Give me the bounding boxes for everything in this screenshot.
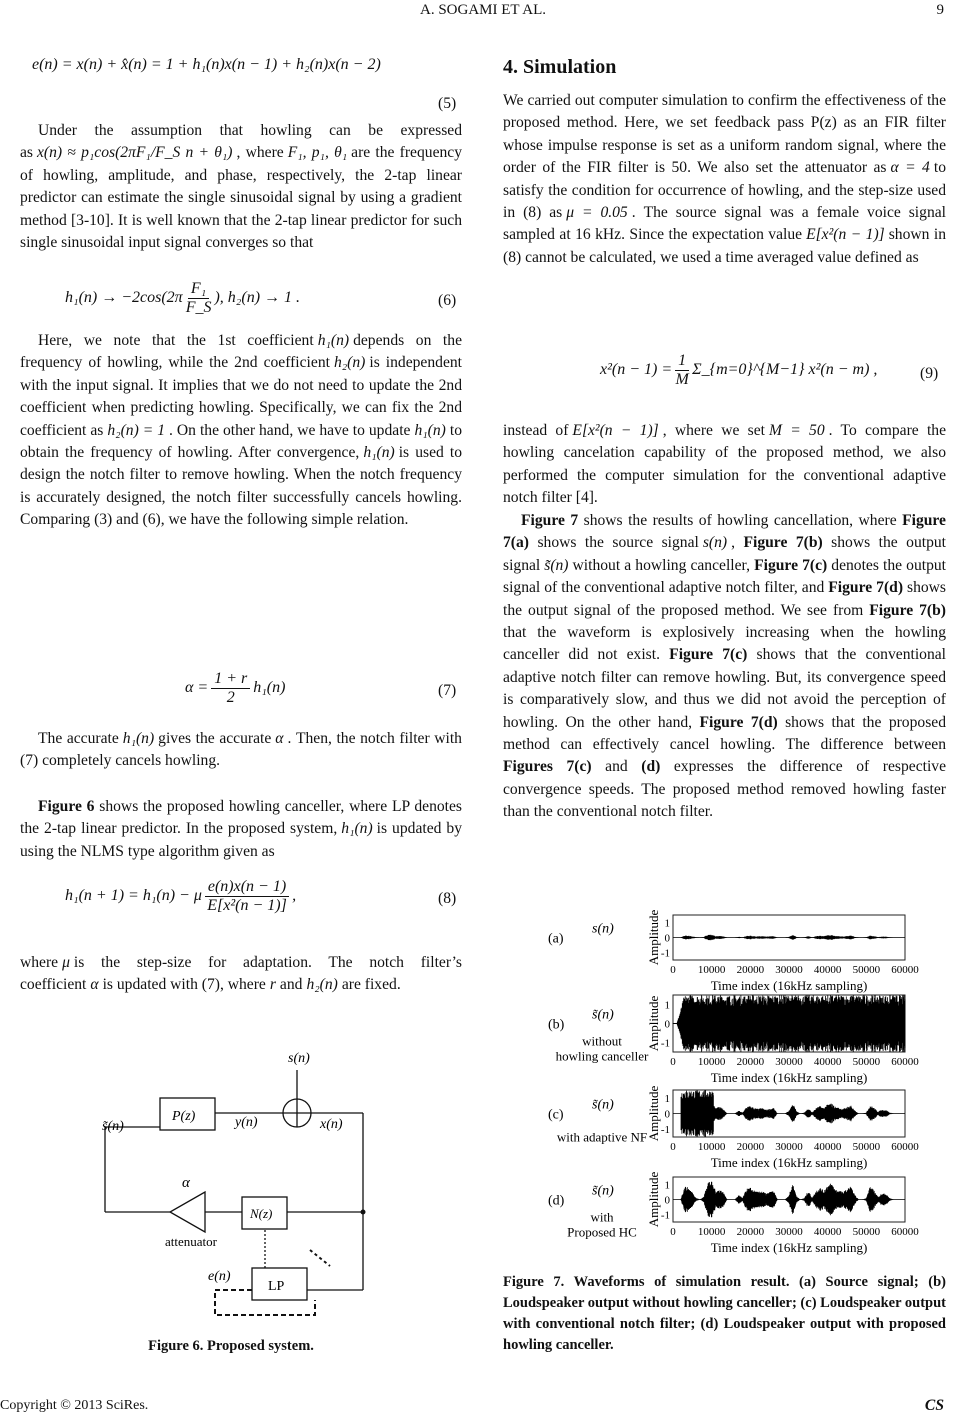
text-run: We carried out computer simulation to confirm the effectiveness of the proposed method. Here, we set feedback pass P(z) as an FIR filter whose impulse response is set as a uniform random signal, where the order of the FIR filter is 50. We also set the attenuator as	[503, 92, 946, 177]
x-tick-label: 40000	[813, 1056, 842, 1068]
text-run: The accurate	[38, 730, 119, 747]
inline-math: α	[275, 730, 284, 747]
x-tick-label: 20000	[736, 964, 765, 976]
text-run: are the frequency of howling, amplitude, and phase, respectively, the 2-tap linear predictor can estimate the single sinusoidal signal by using a gradient method [3-10]. It is well known that the 2-tap linear predictor for such single sinusoidal input signal converges so that	[20, 144, 463, 252]
y-tick-label: 1	[664, 917, 670, 930]
text-run: , where	[236, 144, 284, 162]
figure-reference: Figure 7(d)	[828, 579, 904, 597]
x-tick-label: 50000	[852, 964, 881, 976]
eq8-rhs: ,	[292, 887, 297, 905]
eq7-den: 2	[226, 689, 235, 706]
y-tick-label: -1	[660, 947, 670, 960]
paragraph	[20, 952, 462, 997]
figure-6-caption: Figure 6. Proposed system.	[148, 1338, 314, 1354]
eq9-num: 1	[675, 352, 689, 371]
text-run: shows the proposed howling canceller, where LP denotes the 2-tap linear predictor. In the proposed system,	[20, 798, 462, 838]
text-run: that the waveform is explosively increasing when the howling canceller did not exist.	[503, 624, 946, 664]
inline-math: F₁, p₁, θ₁	[287, 144, 348, 162]
figure-7-waveforms	[520, 900, 966, 1270]
eq8-lhs: h₁(n + 1) = h₁(n) − μ	[65, 887, 202, 905]
text-run: is used to design the notch filter to remove howling. When the notch frequency is accurately designed, the notch filter successfully cancels howling. Comparing (3) and (6), we have the following simple relation.	[20, 444, 462, 529]
label-n-z: N(z)	[250, 1206, 273, 1221]
y-tick-label: 1	[664, 1092, 670, 1105]
inline-math: s(n)	[702, 534, 728, 552]
text-run: shows the results of howling cancellation, where	[578, 512, 903, 529]
eq8-num: e(n)x(n − 1)	[205, 878, 289, 897]
copyright: Copyright © 2013 SciRes.	[0, 1398, 149, 1413]
x-axis-label: Time index (16kHz sampling)	[710, 1240, 868, 1255]
x-tick-label: 10000	[697, 1226, 726, 1238]
text-run: is updated with (7), where	[102, 976, 266, 994]
figure-reference: Figure 7(c)	[669, 646, 748, 664]
text-run: . On the other hand, we have to update	[169, 421, 411, 439]
panel-note: with adaptive NF	[556, 1129, 648, 1145]
y-axis-label: Amplitude	[646, 1171, 661, 1228]
x-tick-label: 60000	[891, 964, 919, 976]
x-tick-label: 50000	[852, 1056, 881, 1068]
text-run: shown in (8) cannot be calculated, we used a time averaged value defined as	[503, 226, 947, 266]
figure-reference: Figure 6	[38, 798, 95, 815]
equation-9-number: (9)	[920, 365, 939, 382]
eq6-den: F_S	[185, 299, 212, 316]
equation-6	[65, 280, 300, 317]
label-s-tilde-n: s̃(n)	[102, 1119, 124, 1134]
y-tick-label: 1	[664, 999, 670, 1012]
section-heading: 4. Simulation	[503, 56, 617, 78]
panel-signal-label: s̃(n)	[592, 1183, 614, 1199]
eq6-num: F₁	[188, 280, 209, 299]
y-tick-label: 0	[664, 1194, 670, 1207]
text-run: . The source signal was a female voice signal sampled at 16 kHz. Since the expectation value	[503, 204, 946, 244]
paragraph	[20, 120, 462, 254]
attenuator-triangle	[170, 1192, 205, 1232]
x-tick-label: 40000	[813, 1226, 842, 1238]
x-tick-label: 60000	[891, 1226, 919, 1238]
text-run: instead of	[503, 422, 569, 439]
y-axis-label: Amplitude	[646, 909, 661, 966]
text-run: expresses the difference of respective convergence speeds. The proposed method removed howling faster than the conventional notch filter.	[503, 758, 946, 821]
panel-note: howling canceller	[555, 1048, 649, 1064]
y-tick-label: -1	[660, 1037, 670, 1050]
equation-7	[185, 670, 285, 707]
text-run: . To compare the howling cancelation capability of the proposed method, we also performed the computer simulation for the conventional adaptive notch filter [4].	[503, 422, 947, 507]
text-run: shows that the conventional adaptive notch filter can remove howling. But, its convergence speed is comparatively slow, and thus we did not avoid the perception of howling. On the other hand,	[503, 646, 947, 731]
equation-7-number: (7)	[438, 682, 457, 699]
text-run: Under the assumption that howling can be expressed as	[20, 122, 462, 162]
inline-math: μ	[62, 954, 70, 971]
figure-reference: Figures 7(c)	[503, 758, 592, 776]
panel-signal-label: s̃(n)	[592, 1007, 614, 1023]
text-run: without a howling canceller,	[572, 556, 755, 574]
inline-math: r	[269, 976, 276, 994]
paragraph	[503, 420, 946, 510]
text-run: Here, we note that the 1st coefficient	[38, 332, 314, 349]
paragraph	[503, 510, 946, 824]
text-run: . Then, the notch filter with (7) completely cancels howling.	[20, 730, 462, 770]
running-title: A. SOGAMI ET AL.	[420, 2, 546, 18]
text-run: gives the accurate	[158, 730, 272, 747]
text-run: is the step-size for adaptation. The notch filter’s coefficient	[20, 954, 462, 994]
panel-tag: (c)	[548, 1107, 564, 1123]
y-tick-label: 0	[664, 1018, 670, 1031]
x-tick-label: 10000	[697, 1141, 726, 1153]
x-tick-label: 30000	[775, 964, 803, 976]
figure-reference: Figure 7(b)	[869, 601, 946, 619]
text-run: depends on the frequency of howling, while the 2nd coefficient	[20, 332, 462, 372]
text-run: is updated by using the NLMS type algorithm given as	[20, 820, 463, 860]
y-tick-label: 1	[664, 1179, 670, 1192]
y-axis-label: Amplitude	[646, 995, 661, 1052]
eq7-num: 1 + r	[211, 670, 250, 689]
inline-math: μ = 0.05	[566, 204, 628, 222]
y-tick-label: 0	[664, 1108, 670, 1121]
text-run: to satisfy the condition for occurrence of howling, and the step-size used in (8) as	[503, 159, 946, 222]
x-tick-label: 0	[670, 1056, 676, 1068]
panel-note: without	[582, 1033, 622, 1049]
x-tick-label: 10000	[697, 1056, 726, 1068]
eq9-rhs: Σ_{m=0}^{M−1} x²(n − m) ,	[692, 361, 878, 379]
equation-8	[65, 878, 296, 915]
inline-math: E[x²(n − 1)]	[806, 226, 885, 244]
panel-tag: (a)	[548, 931, 564, 947]
inline-math: E[x²(n − 1)]	[572, 422, 659, 439]
x-tick-label: 40000	[813, 1141, 842, 1153]
text-run: shows the source signal	[528, 534, 699, 552]
equation-9	[600, 352, 877, 389]
x-tick-label: 0	[670, 1141, 676, 1153]
paragraph	[503, 90, 946, 269]
text-run: shows the output signal of the proposed method. We see from	[503, 579, 946, 619]
eq7-rhs: h₁(n)	[253, 679, 286, 697]
figure-reference: Figure 7	[521, 512, 579, 529]
eq6-lhs: h₁(n) → −2cos(2π	[65, 289, 183, 307]
panel-tag: (d)	[548, 1193, 565, 1209]
x-tick-label: 0	[670, 964, 676, 976]
label-attenuator: attenuator	[165, 1234, 217, 1249]
x-tick-label: 30000	[775, 1056, 803, 1068]
text-run: where	[20, 954, 59, 971]
panel-signal-label: s(n)	[592, 921, 614, 937]
inline-math: M = 50	[769, 422, 825, 439]
paragraph	[20, 330, 462, 532]
text-run: and	[591, 758, 642, 776]
label-x-n: x(n)	[320, 1117, 343, 1132]
text-run: , where we set	[662, 422, 765, 439]
inline-math: α	[90, 976, 99, 994]
label-lp: LP	[268, 1279, 285, 1294]
x-tick-label: 60000	[891, 1056, 919, 1068]
panel-note: Proposed HC	[567, 1224, 637, 1240]
x-tick-label: 40000	[813, 964, 842, 976]
x-tick-label: 30000	[775, 1226, 803, 1238]
inline-math: α = 4	[890, 159, 930, 177]
text-run: is independent with the input signal. It implies that we do not need to update the 2nd coefficient when predicting howling. Specifically, we can fix the 2nd coefficient as	[20, 354, 462, 439]
equation-6-number: (6)	[438, 292, 457, 309]
journal-abbrev: CS	[924, 1397, 944, 1414]
y-tick-label: -1	[660, 1209, 670, 1222]
figure-reference: Figure 7(a)	[503, 512, 946, 552]
figure-reference: (d)	[641, 758, 661, 776]
text-run: ,	[731, 534, 744, 552]
x-axis-label: Time index (16kHz sampling)	[710, 978, 868, 993]
paragraph	[20, 728, 462, 773]
inline-math: x(n) ≈ p₁cos(2πF₁/F_S n + θ₁)	[37, 144, 233, 162]
equation-5-number: (5)	[438, 95, 457, 112]
x-tick-label: 20000	[736, 1141, 765, 1153]
text-run: shows that the proposed method can effectively cancel howling. The difference between	[503, 713, 946, 754]
panel-signal-label: s̃(n)	[592, 1097, 614, 1113]
eq7-lhs: α =	[185, 679, 209, 697]
inline-math: h₂(n)	[306, 976, 338, 994]
y-axis-label: Amplitude	[646, 1085, 661, 1142]
label-alpha: α	[182, 1175, 190, 1191]
label-e-n: e(n)	[208, 1269, 231, 1284]
inline-math: h₂(n) = 1	[107, 421, 166, 439]
x-tick-label: 30000	[775, 1141, 803, 1153]
equation-8-number: (8)	[438, 890, 457, 907]
eq9-den: M	[675, 371, 689, 388]
text-run: and	[279, 976, 303, 994]
x-tick-label: 0	[670, 1226, 676, 1238]
x-axis-label: Time index (16kHz sampling)	[710, 1155, 868, 1170]
text-run: denotes the output signal of the conventional adaptive notch filter, and	[503, 556, 947, 597]
x-tick-label: 60000	[891, 1141, 919, 1153]
y-tick-label: 0	[664, 932, 670, 945]
inline-math: s̃(n)	[544, 556, 569, 574]
figure-reference: Figure 7(b)	[743, 534, 823, 552]
label-s-n: s(n)	[288, 1051, 310, 1066]
page-number: 9	[936, 2, 944, 18]
label-p-z: P(z)	[172, 1109, 196, 1124]
figure-reference: Figure 7(d)	[699, 713, 778, 731]
x-tick-label: 20000	[736, 1056, 765, 1068]
inline-math: h₁(n)	[414, 421, 446, 439]
text-run: to obtain the frequency of howling. After convergence,	[20, 421, 462, 462]
x-tick-label: 50000	[852, 1141, 881, 1153]
x-tick-label: 20000	[736, 1226, 765, 1238]
text-run: are fixed.	[341, 976, 401, 994]
inline-math: h₁(n)	[317, 332, 350, 349]
y-tick-label: -1	[660, 1124, 670, 1137]
eq9-lhs: x²(n − 1) =	[600, 361, 673, 379]
text-run: shows the output signal	[503, 534, 946, 574]
x-tick-label: 10000	[697, 964, 726, 976]
panel-note: with	[590, 1209, 614, 1225]
inline-math: h₁(n)	[341, 820, 373, 838]
x-tick-label: 50000	[852, 1226, 881, 1238]
figure-7-caption: Figure 7. Waveforms of simulation result. (a) Source signal; (b) Loudspeaker output without howling canceller; (c) Loudspeaker output with conventional notch filter; (d) Loudspeaker output with proposed howling canceller.	[503, 1274, 946, 1353]
paragraph	[20, 796, 462, 863]
inline-math: h₁(n)	[363, 444, 395, 462]
inline-math: h₁(n)	[122, 730, 155, 747]
x-axis-label: Time index (16kHz sampling)	[710, 1070, 868, 1085]
label-y-n: y(n)	[235, 1115, 258, 1130]
equation-5: e(n) = x(n) + x̂(n) = 1 + h₁(n)x(n − 1) + h₂(n)x(n − 2)	[32, 56, 381, 73]
figure-reference: Figure 7(c)	[754, 556, 828, 574]
eq8-den: E[x²(n − 1)]	[207, 897, 287, 914]
figure-6-diagram	[80, 1040, 380, 1320]
inline-math: h₂(n)	[333, 354, 366, 372]
eq6-rhs: ), h₂(n) → 1 .	[214, 289, 301, 307]
panel-tag: (b)	[548, 1017, 565, 1033]
